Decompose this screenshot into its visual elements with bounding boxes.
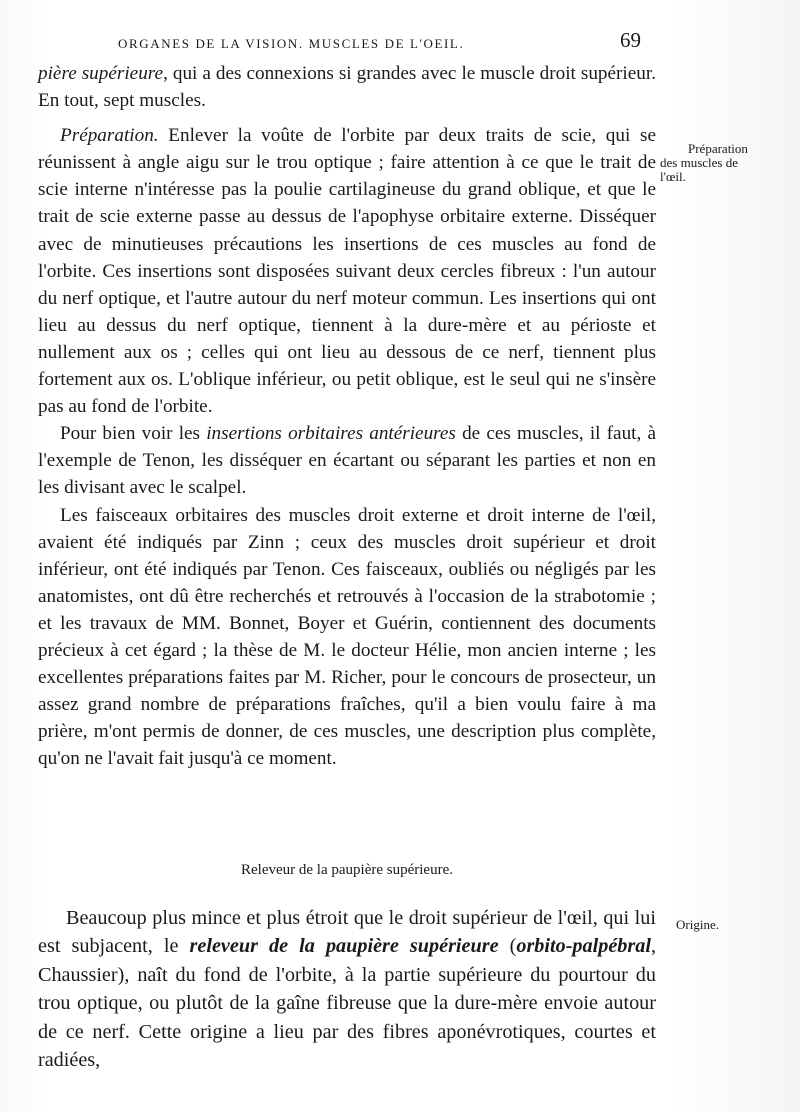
italic-heading: Préparation.: [60, 125, 159, 147]
main-text-section: [38, 904, 656, 1074]
paragraph-text: , qui a des connexions si grandes avec le muscle droit supérieur. En tout, sept muscles.: [38, 63, 656, 112]
section-title: Releveur de la paupière supérieure.: [241, 862, 453, 878]
italic-term: releveur de la paupière supérieure: [189, 935, 499, 958]
paragraph-text: de ces muscles, il faut, à l'exemple de Tenon, les disséquer en écartant ou séparant les parties et non en les divisant avec le scalpel.: [38, 423, 656, 499]
paragraph-continuation: [38, 60, 656, 114]
page-number: 69: [620, 28, 641, 52]
paragraph-preparation: [38, 122, 656, 420]
paragraph-text: Les faisceaux orbitaires des muscles droit externe et droit interne de l'œil, avaient été indiqués par Zinn ; ceux des muscles droit supérieur et droit inférieur, ont été indiqués par Tenon. Ces faisceaux, oubliés ou négligés par les anatomistes, ont dû être recherchés et retrouvés à l'occasion de la strabotomie ; et les travaux de MM. Bonnet, Boyer et Guérin, contiennent des documents précieux à cet égard ; la thèse de M. le docteur Hélie, mon ancien interne ; les excellentes préparations faites par M. Richer, pour le concours de prosecteur, un assez grand nombre de préparations fraîches, qu'il a bien voulu faire à ma prière, m'ont permis de donner, de ces muscles, une description plus complète, qu'on ne l'avait fait jusqu'à ce moment.: [38, 504, 656, 770]
margin-note-origine: Origine.: [676, 917, 719, 932]
paragraph-insertions: [38, 420, 656, 501]
paragraph-faisceaux: [38, 502, 656, 773]
margin-note-line: des muscles de: [660, 155, 738, 170]
paragraph-text: Enlever la voûte de l'orbite par deux traits de scie, qui se réunissent à angle aigu sur le trou optique ; faire attention à ce que le trait de scie interne n'intéresse pas la poulie cartilagineuse du grand oblique, et que le trait de scie externe passe au dessus de l'apophyse orbitaire externe. Disséquer avec de minutieuses précautions les insertions de ces muscles au fond de l'orbite. Ces insertions sont disposées suivant deux cercles fibreux : l'un autour du nerf optique, et l'autre autour du nerf moteur commun. Les insertions qui ont lieu au dessus du nerf optique, tiennent à la dure-mère et au périoste et nullement aux os ; celles qui ont lieu au dessous de ce nerf, tiennent plus fortement aux os. L'oblique inférieur, ou petit oblique, est le seul qui ne s'insère pas au fond de l'orbite.: [38, 125, 656, 418]
paragraph-text: (: [498, 935, 517, 958]
italic-term: pière supérieure: [38, 63, 164, 84]
margin-note-line: l'œil.: [660, 169, 686, 184]
paragraph-text: Pour bien voir les: [60, 423, 207, 445]
italic-term: orbito-palpébral: [516, 935, 651, 958]
italic-term: insertions orbitaires antérieures: [206, 423, 456, 445]
main-text: [38, 60, 656, 772]
paragraph-text: , Chaussier), naît du fond de l'orbite, à la partie supérieure du pourtour du trou optique, ou plutôt de la gaîne fibreuse que la dure-mère envoie autour de ce nerf. Cette origine a lieu par des fibres aponévrotiques, courtes et radiées,: [38, 935, 656, 1072]
paragraph-text: Beaucoup plus mince et plus étroit que le droit supérieur de l'œil, qui lui est subjacent, le: [38, 907, 656, 958]
paragraph-releveur: [38, 904, 656, 1074]
running-head: ORGANES DE LA VISION. MUSCLES DE L'OEIL.: [118, 36, 465, 51]
margin-note-line: Préparation: [688, 141, 748, 156]
margin-note-preparation: [660, 142, 780, 184]
